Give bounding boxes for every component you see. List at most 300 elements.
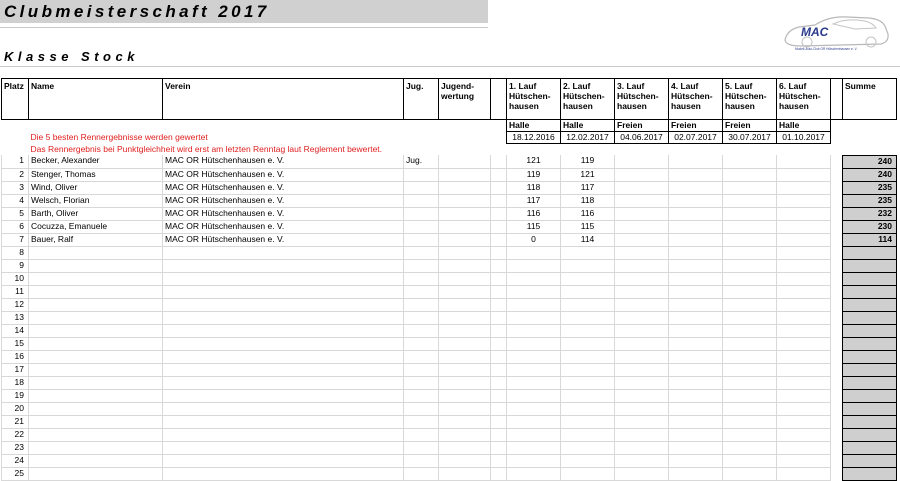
row-run-4 [669,285,723,298]
row-run-4 [669,441,723,454]
row-run-2: 115 [561,220,615,233]
row-run-1: 115 [507,220,561,233]
row-run-1: 118 [507,181,561,194]
row-run-5 [723,402,777,415]
row-name: Becker, Alexander [29,155,163,168]
row-gap [491,467,507,480]
row-run-2 [561,428,615,441]
row-run-6 [777,415,831,428]
row-gap [491,272,507,285]
row-run-3 [615,155,669,168]
row-platz: 4 [2,194,29,207]
results-table [1,78,897,481]
row-run-1: 116 [507,207,561,220]
row-run-4 [669,337,723,350]
row-jug [404,389,439,402]
row-platz: 6 [2,220,29,233]
table-row [2,181,897,194]
table-row [2,259,897,272]
row-run-5 [723,467,777,480]
row-gap-2 [831,298,843,311]
row-jug [404,259,439,272]
row-run-3 [615,389,669,402]
row-run-3 [615,194,669,207]
row-run-6 [777,454,831,467]
row-run-3 [615,337,669,350]
row-gap-2 [831,259,843,272]
row-name [29,246,163,259]
row-run-2: 119 [561,155,615,168]
row-run-5 [723,194,777,207]
row-gap-2 [831,467,843,480]
table-row [2,402,897,415]
date-run-4: 02.07.2017 [669,132,723,144]
row-run-2 [561,259,615,272]
row-jug: Jug. [404,155,439,168]
row-gap-2 [831,324,843,337]
row-verein [163,272,404,285]
row-name [29,272,163,285]
row-summe [843,350,897,363]
row-gap-2 [831,389,843,402]
row-run-2 [561,467,615,480]
table-row [2,207,897,220]
header-run-5: 5. Lauf Hütschen-hausen [723,79,777,120]
row-platz: 3 [2,181,29,194]
row-name [29,376,163,389]
row-run-2: 117 [561,181,615,194]
row-run-1 [507,272,561,285]
row-jug [404,363,439,376]
table-row [2,324,897,337]
row-verein [163,246,404,259]
row-run-3 [615,350,669,363]
row-run-1 [507,363,561,376]
row-run-5 [723,272,777,285]
row-run-5 [723,428,777,441]
row-run-4 [669,402,723,415]
table-row [2,155,897,168]
row-jug [404,168,439,181]
row-run-2 [561,350,615,363]
row-gap [491,220,507,233]
row-summe [843,298,897,311]
row-verein [163,298,404,311]
note-tiebreak: Das Rennergebnis bei Punktgleichheit wird erst am letzten Renntag laut Reglement bewertet. [30,144,383,154]
row-platz: 10 [2,272,29,285]
header-jug: Jug. [404,79,439,120]
row-summe: 235 [843,194,897,207]
header-jugendwertung: Jugend-wertung [439,79,491,120]
page-title: Clubmeisterschaft 2017 [4,2,270,21]
row-verein: MAC OR Hütschenhausen e. V. [163,207,404,220]
row-run-4 [669,207,723,220]
row-jugendwertung [439,350,491,363]
row-run-4 [669,454,723,467]
row-run-2 [561,311,615,324]
header-platz: Platz [2,79,29,120]
row-run-3 [615,246,669,259]
row-summe: 235 [843,181,897,194]
row-jugendwertung [439,376,491,389]
row-run-3 [615,168,669,181]
header-name: Name [29,79,163,120]
row-run-5 [723,168,777,181]
row-verein: MAC OR Hütschenhausen e. V. [163,194,404,207]
row-run-5 [723,415,777,428]
row-platz: 19 [2,389,29,402]
row-run-2 [561,441,615,454]
row-run-1 [507,298,561,311]
row-gap-2 [831,207,843,220]
row-platz: 22 [2,428,29,441]
row-name [29,285,163,298]
row-verein [163,402,404,415]
row-run-2 [561,272,615,285]
row-run-5 [723,311,777,324]
row-jugendwertung [439,441,491,454]
row-run-2 [561,402,615,415]
row-verein: MAC OR Hütschenhausen e. V. [163,168,404,181]
row-summe: 230 [843,220,897,233]
row-platz: 2 [2,168,29,181]
row-run-6 [777,285,831,298]
row-summe [843,402,897,415]
date-run-6: 01.10.2017 [777,132,831,144]
row-run-4 [669,324,723,337]
row-jug [404,350,439,363]
row-run-6 [777,337,831,350]
row-summe [843,415,897,428]
row-run-1 [507,337,561,350]
row-run-5 [723,246,777,259]
row-jugendwertung [439,454,491,467]
row-run-4 [669,350,723,363]
table-row [2,311,897,324]
row-platz: 5 [2,207,29,220]
row-verein [163,324,404,337]
row-run-3 [615,311,669,324]
venue-run-3: Freien [615,120,669,132]
row-name [29,389,163,402]
row-jug [404,454,439,467]
row-gap [491,428,507,441]
row-gap-2 [831,337,843,350]
row-run-6 [777,259,831,272]
row-platz: 21 [2,415,29,428]
row-platz: 14 [2,324,29,337]
row-run-1 [507,259,561,272]
row-gap-2 [831,246,843,259]
row-jugendwertung [439,181,491,194]
row-jug [404,428,439,441]
row-name [29,337,163,350]
row-run-6 [777,402,831,415]
row-run-1 [507,311,561,324]
row-jug [404,194,439,207]
row-gap-2 [831,194,843,207]
note-row [2,144,897,156]
logo-car-window [833,20,876,29]
header-run-6: 6. Lauf Hütschen-hausen [777,79,831,120]
row-summe: 240 [843,155,897,168]
row-run-1 [507,285,561,298]
row-jug [404,311,439,324]
row-run-6 [777,350,831,363]
row-run-6 [777,389,831,402]
row-gap [491,194,507,207]
row-run-4 [669,181,723,194]
row-verein [163,441,404,454]
row-run-3 [615,259,669,272]
table-row [2,415,897,428]
row-run-2: 114 [561,233,615,246]
row-summe [843,454,897,467]
header-summe: Summe [843,79,897,120]
table-row [2,246,897,259]
row-jugendwertung [439,233,491,246]
row-gap [491,298,507,311]
row-platz: 18 [2,376,29,389]
header-run-4: 4. Lauf Hütschen-hausen [669,79,723,120]
row-platz: 24 [2,454,29,467]
venue-row [2,120,897,132]
row-verein: MAC OR Hütschenhausen e. V. [163,233,404,246]
table-row [2,285,897,298]
row-verein: MAC OR Hütschenhausen e. V. [163,155,404,168]
row-jug [404,324,439,337]
row-run-6 [777,428,831,441]
row-run-4 [669,298,723,311]
row-jugendwertung [439,402,491,415]
row-platz: 7 [2,233,29,246]
row-gap-2 [831,272,843,285]
row-run-3 [615,220,669,233]
row-name [29,454,163,467]
row-gap [491,207,507,220]
row-run-1 [507,324,561,337]
row-run-4 [669,246,723,259]
row-jugendwertung [439,168,491,181]
row-jug [404,285,439,298]
header-verein: Verein [163,79,404,120]
row-summe: 232 [843,207,897,220]
row-run-3 [615,467,669,480]
row-jug [404,467,439,480]
row-run-6 [777,324,831,337]
row-jug [404,233,439,246]
row-platz: 20 [2,402,29,415]
row-summe [843,246,897,259]
row-jug [404,181,439,194]
row-jugendwertung [439,207,491,220]
row-jugendwertung [439,285,491,298]
row-run-6 [777,155,831,168]
row-verein [163,311,404,324]
row-jugendwertung [439,311,491,324]
row-run-1: 121 [507,155,561,168]
header-run-1: 1. Lauf Hütschen-hausen [507,79,561,120]
row-gap [491,168,507,181]
row-summe [843,389,897,402]
table-row [2,350,897,363]
row-gap [491,402,507,415]
row-run-1 [507,454,561,467]
row-run-3 [615,324,669,337]
table-row [2,467,897,480]
row-name: Cocuzza, Emanuele [29,220,163,233]
row-jug [404,337,439,350]
row-platz: 15 [2,337,29,350]
row-run-5 [723,389,777,402]
row-run-3 [615,441,669,454]
row-name [29,415,163,428]
row-gap-2 [831,402,843,415]
row-run-2 [561,389,615,402]
row-run-3 [615,207,669,220]
logo-wheel-front [866,37,876,47]
row-verein [163,389,404,402]
row-run-4 [669,311,723,324]
row-run-5 [723,181,777,194]
row-gap-2 [831,311,843,324]
row-run-1: 0 [507,233,561,246]
row-run-6 [777,467,831,480]
row-summe: 240 [843,168,897,181]
row-run-2 [561,363,615,376]
row-run-6 [777,441,831,454]
row-summe [843,311,897,324]
row-jugendwertung [439,337,491,350]
row-gap-2 [831,428,843,441]
title-rule [0,27,488,28]
row-name: Bauer, Ralf [29,233,163,246]
table-row [2,428,897,441]
venue-run-1: Halle [507,120,561,132]
table-row [2,194,897,207]
row-verein: MAC OR Hütschenhausen e. V. [163,181,404,194]
row-run-5 [723,220,777,233]
row-gap-2 [831,376,843,389]
row-run-4 [669,415,723,428]
row-run-4 [669,272,723,285]
row-jug [404,441,439,454]
row-run-5 [723,298,777,311]
row-gap [491,246,507,259]
row-name: Wind, Oliver [29,181,163,194]
date-run-2: 12.02.2017 [561,132,615,144]
row-summe: 114 [843,233,897,246]
header-row [2,79,897,120]
row-run-5 [723,155,777,168]
title-bar [0,0,488,23]
row-run-4 [669,194,723,207]
row-name [29,363,163,376]
row-run-6 [777,181,831,194]
row-run-5 [723,441,777,454]
row-run-4 [669,467,723,480]
row-run-4 [669,389,723,402]
row-run-1 [507,415,561,428]
row-gap-2 [831,220,843,233]
header-run-2: 2. Lauf Hütschen-hausen [561,79,615,120]
row-verein [163,363,404,376]
row-run-5 [723,259,777,272]
row-summe [843,324,897,337]
table-row [2,389,897,402]
date-row [2,132,897,144]
row-run-6 [777,363,831,376]
row-run-1: 119 [507,168,561,181]
row-verein [163,467,404,480]
row-run-2 [561,337,615,350]
row-summe [843,337,897,350]
row-platz: 12 [2,298,29,311]
table-row [2,376,897,389]
row-verein [163,259,404,272]
table-row [2,220,897,233]
row-run-2 [561,246,615,259]
venue-run-2: Halle [561,120,615,132]
row-run-5 [723,363,777,376]
row-gap [491,376,507,389]
row-jugendwertung [439,194,491,207]
row-run-6 [777,220,831,233]
row-gap-2 [831,454,843,467]
row-gap-2 [831,155,843,168]
row-run-2: 116 [561,207,615,220]
row-gap [491,415,507,428]
row-gap-2 [831,441,843,454]
class-title: Klasse Stock [4,49,139,64]
row-run-5 [723,454,777,467]
row-gap [491,363,507,376]
row-run-3 [615,298,669,311]
row-verein [163,350,404,363]
row-run-3 [615,454,669,467]
row-jugendwertung [439,246,491,259]
row-platz: 16 [2,350,29,363]
row-jugendwertung [439,389,491,402]
row-name: Stenger, Thomas [29,168,163,181]
row-platz: 11 [2,285,29,298]
row-run-6 [777,298,831,311]
row-name [29,467,163,480]
row-run-4 [669,259,723,272]
row-run-4 [669,168,723,181]
row-run-3 [615,285,669,298]
date-run-5: 30.07.2017 [723,132,777,144]
row-summe [843,363,897,376]
row-jugendwertung [439,467,491,480]
row-run-3 [615,402,669,415]
venue-run-4: Freien [669,120,723,132]
row-platz: 8 [2,246,29,259]
row-run-6 [777,194,831,207]
date-run-1: 18.12.2016 [507,132,561,144]
row-platz: 25 [2,467,29,480]
row-name [29,311,163,324]
row-run-2 [561,415,615,428]
row-run-2: 118 [561,194,615,207]
row-run-5 [723,376,777,389]
row-jug [404,415,439,428]
row-gap [491,454,507,467]
row-jug [404,272,439,285]
row-run-4 [669,155,723,168]
row-name [29,402,163,415]
row-gap [491,337,507,350]
